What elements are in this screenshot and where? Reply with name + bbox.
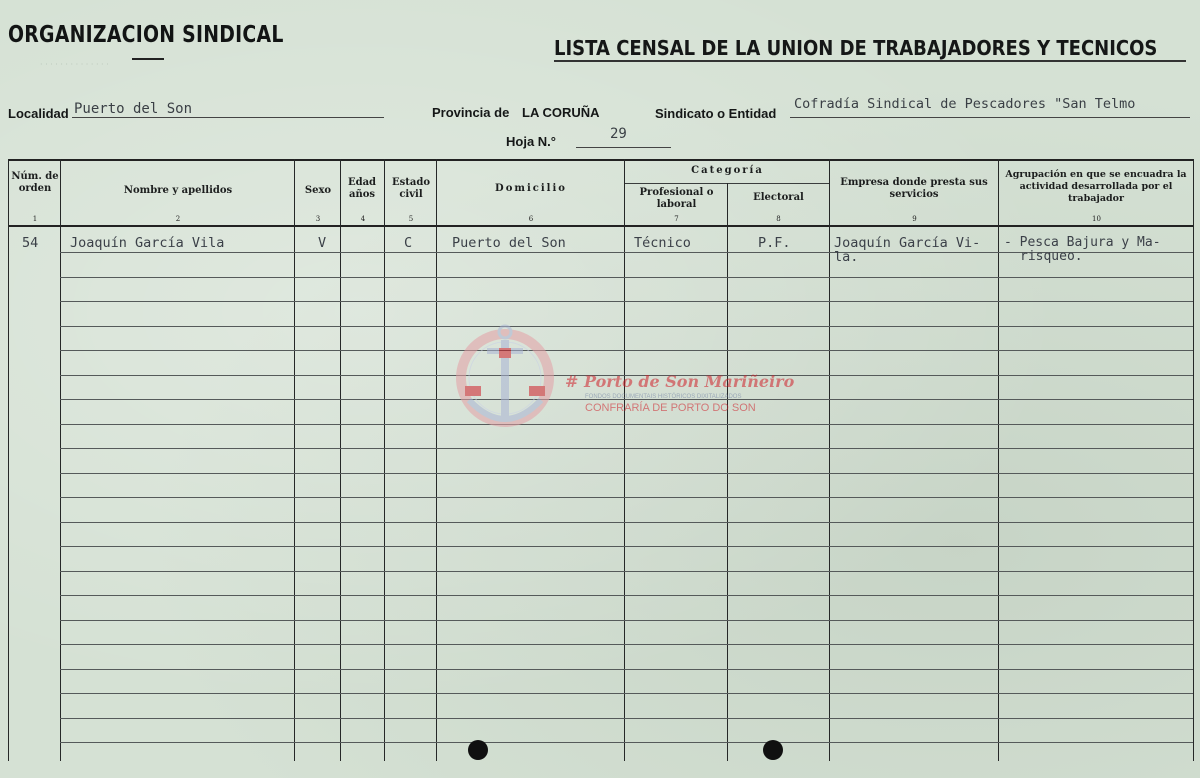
watermark-subtitle: FONDOS DOCUMENTAIS HISTÓRICOS DIXITALIZADOS	[585, 394, 742, 400]
row-rule	[60, 595, 1193, 596]
col-num: 5	[408, 215, 414, 223]
row-agrupacion-line2: risqueo.	[1020, 249, 1083, 264]
col-divider	[60, 159, 61, 761]
col-divider	[998, 159, 999, 761]
hoja-label: Hoja N.°	[506, 134, 556, 149]
sindicato-value: Cofradía Sindical de Pescadores "San Telmo	[794, 96, 1136, 112]
hoja-underline	[576, 147, 671, 148]
row-rule	[60, 644, 1193, 645]
col-num: 1	[32, 215, 38, 223]
row-rule	[60, 497, 1193, 498]
col-divider	[727, 183, 728, 761]
col-divider	[436, 159, 437, 761]
row-rule	[60, 669, 1193, 670]
row-rule	[60, 718, 1193, 719]
row-empresa-line2: la.	[834, 249, 859, 265]
row-agrupacion-line1: - Pesca Bajura y Ma-	[1004, 235, 1161, 250]
col-header-nombre: Nombre y apellidos	[123, 185, 233, 196]
col-num: 8	[776, 215, 781, 223]
organization-title: ORGANIZACION SINDICAL	[8, 22, 284, 48]
row-electoral: P.F.	[758, 235, 791, 251]
sindicato-underline	[790, 117, 1190, 118]
row-rule	[60, 693, 1193, 694]
watermark-org: CONFRARÍA DE PORTO DO SON	[585, 402, 756, 414]
col-header-categoria: Categoría	[691, 165, 764, 176]
col-header-sexo: Sexo	[304, 185, 332, 196]
row-rule	[60, 546, 1193, 547]
col-header-empresa: Empresa donde presta sus servicios	[840, 177, 988, 200]
localidad-underline	[72, 117, 384, 118]
col-header-agrupacion: Agrupación en que se encuadra la actividad desarrollada por el trabajador	[1005, 169, 1187, 204]
col-num: 3	[315, 215, 321, 223]
col-header-profesional: Profesional o laboral	[639, 187, 714, 210]
watermark-brand: # Porto de Son Mariñeiro	[565, 372, 795, 391]
row-rule	[60, 301, 1193, 302]
table-top-rule	[8, 159, 1194, 161]
col-num: 2	[175, 215, 181, 223]
col-divider	[829, 159, 830, 761]
row-empresa-line1: Joaquín García Vi-	[834, 235, 981, 251]
row-sexo: V	[318, 235, 327, 251]
col-header-electoral: Electoral	[753, 192, 804, 203]
col-divider	[1193, 159, 1194, 761]
row-estado: C	[404, 235, 413, 251]
localidad-value: Puerto del Son	[74, 101, 193, 117]
punch-hole	[468, 740, 488, 760]
census-table	[8, 159, 1194, 761]
col-divider	[384, 159, 385, 761]
col-num: 9	[912, 215, 917, 223]
row-rule	[60, 277, 1193, 278]
col-divider	[294, 159, 295, 761]
row-profesional: Técnico	[634, 235, 691, 251]
col-num: 10	[1092, 215, 1101, 223]
col-divider	[340, 159, 341, 761]
col-header-edad: Edad años	[347, 177, 377, 200]
hoja-value: 29	[610, 126, 627, 142]
punch-hole	[763, 740, 783, 760]
col-num: 6	[528, 215, 534, 223]
col-divider	[624, 159, 625, 761]
col-num: 4	[360, 215, 366, 223]
bleed-through: · · · · · · · · · · · · · ·	[40, 60, 109, 69]
row-nombre: Joaquín García Vila	[70, 235, 225, 251]
provincia-label: Provincia de	[432, 105, 510, 120]
col-header-domicilio: Domicilio	[495, 183, 567, 194]
provincia-value: LA CORUÑA	[522, 105, 600, 120]
anchor-seal-icon	[455, 320, 555, 450]
col-num: 7	[674, 215, 679, 223]
document-title-rule	[554, 60, 1186, 62]
row-rule	[60, 473, 1193, 474]
row-num: 54	[22, 235, 39, 251]
organization-rule	[132, 58, 164, 60]
row-rule	[60, 522, 1193, 523]
row-rule	[60, 742, 1193, 743]
header-bottom-rule	[8, 225, 1194, 227]
col-header-num: Núm. de orden	[11, 171, 59, 194]
row-rule	[60, 620, 1193, 621]
archive-watermark	[455, 320, 795, 460]
col-divider	[8, 159, 9, 761]
localidad-label: Localidad	[8, 106, 69, 121]
document-title: LISTA CENSAL DE LA UNION DE TRABAJADORES Y TECNICOS	[554, 36, 1158, 60]
sindicato-label: Sindicato o Entidad	[655, 106, 777, 121]
row-rule	[60, 571, 1193, 572]
row-domicilio: Puerto del Son	[452, 235, 566, 251]
col-header-estado: Estado civil	[391, 177, 430, 200]
